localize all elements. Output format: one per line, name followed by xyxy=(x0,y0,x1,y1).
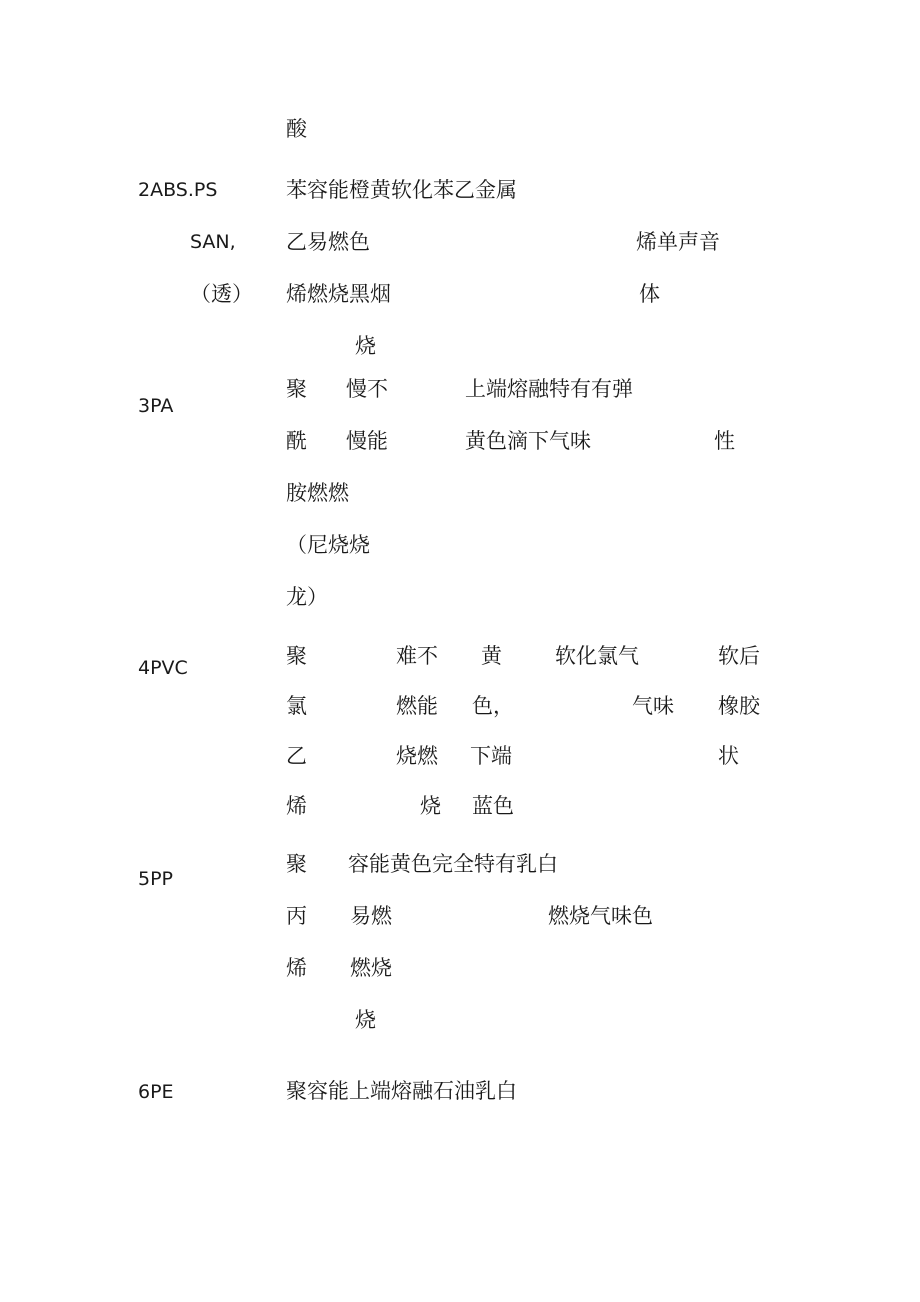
text-line: 软后 xyxy=(718,644,760,668)
text-line: 燃能 xyxy=(396,694,438,718)
text-line: 氯 xyxy=(286,694,307,718)
text-line: 状 xyxy=(718,744,739,768)
text-line: 难不 xyxy=(396,644,438,668)
text-line: 易燃 xyxy=(350,904,392,928)
text-line: 酰 xyxy=(286,429,307,453)
text-line: 乙 xyxy=(286,744,307,768)
text-line: 慢不 xyxy=(346,377,388,401)
text-line: 烧 xyxy=(355,1008,376,1032)
text-line: 性 xyxy=(714,429,735,453)
text-line: 聚 xyxy=(286,377,307,401)
text-line: 黄色滴下气味 xyxy=(465,429,591,453)
text-line: SAN, xyxy=(190,231,236,253)
text-line: 色， xyxy=(472,694,514,718)
text-line: 上端熔融特有有弹 xyxy=(465,377,633,401)
text-line: 聚 xyxy=(286,852,307,876)
text-line: （尼烧烧 xyxy=(286,533,370,557)
row-label-6: 6PE xyxy=(138,1081,174,1103)
text-line: 酸 xyxy=(286,117,307,141)
text-line: 烯 xyxy=(286,956,307,980)
text-line: 黄 xyxy=(481,644,502,668)
text-line: 乙易燃色 xyxy=(286,230,370,254)
text-line: 烯 xyxy=(286,794,307,818)
text-line: 蓝色 xyxy=(472,794,514,818)
text-line: 燃烧气味色 xyxy=(548,904,653,928)
text-line: 胺燃燃 xyxy=(286,481,349,505)
row-label-4: 4PVC xyxy=(138,657,188,679)
text-line: 聚容能上端熔融石油乳白 xyxy=(286,1079,517,1103)
text-line: 软化氯气 xyxy=(555,644,639,668)
row-label-5: 5PP xyxy=(138,868,174,890)
text-line: 下端 xyxy=(470,744,512,768)
text-line: 燃烧 xyxy=(350,956,392,980)
text-line: 烧燃 xyxy=(396,744,438,768)
text-line: 苯容能橙黄软化苯乙金属 xyxy=(286,178,517,202)
text-line: 龙） xyxy=(286,585,328,609)
text-line: 聚 xyxy=(286,644,307,668)
text-line: 慢能 xyxy=(346,429,388,453)
text-line: 烯单声音 xyxy=(636,230,720,254)
text-line: （透） xyxy=(190,282,253,306)
text-line: 容能黄色完全特有乳白 xyxy=(348,852,558,876)
row-label-3: 3PA xyxy=(138,395,174,417)
text-line: 体 xyxy=(639,282,660,306)
row-label-2: 2ABS.PS xyxy=(138,179,218,201)
text-line: 橡胶 xyxy=(718,694,760,718)
text-line: 烧 xyxy=(355,334,376,358)
text-line: 烯燃烧黑烟 xyxy=(286,282,391,306)
text-line: 气味 xyxy=(632,694,674,718)
text-line: 烧 xyxy=(420,794,441,818)
text-line: 丙 xyxy=(286,904,307,928)
